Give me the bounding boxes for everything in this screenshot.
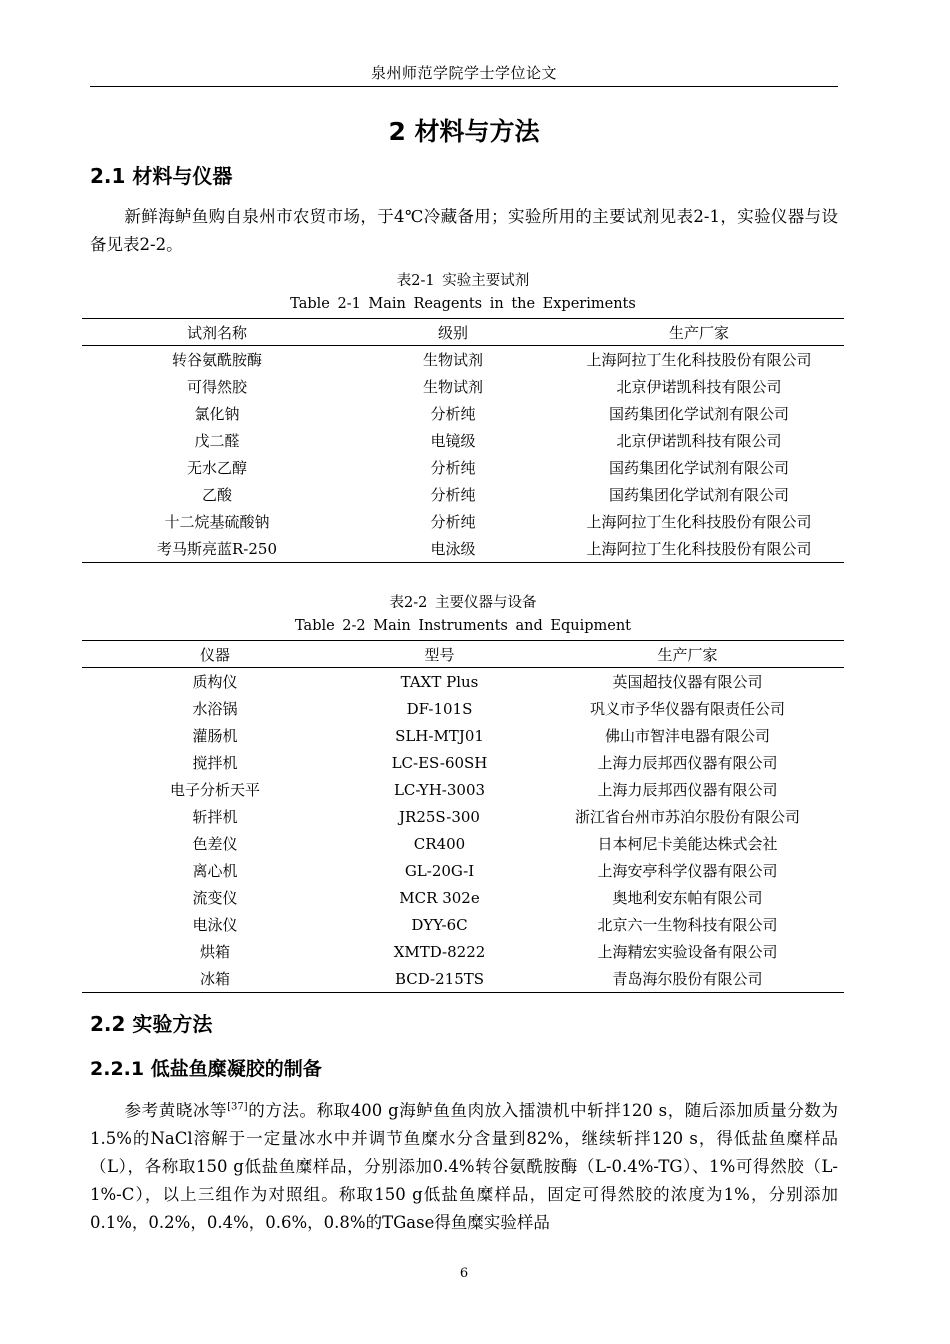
table-cell: 电泳级 bbox=[352, 535, 554, 563]
table-cell: 考马斯亮蓝R-250 bbox=[82, 535, 352, 563]
table-cell: 生物试剂 bbox=[422, 351, 483, 369]
table-2-2-instruments bbox=[82, 640, 844, 993]
table-cell: 十二烷基硫酸钠 bbox=[164, 513, 270, 531]
table-cell: SLH-MTJ01 bbox=[395, 726, 484, 745]
table-header-row bbox=[82, 641, 844, 668]
table-row bbox=[82, 695, 844, 722]
table-row bbox=[82, 776, 844, 803]
paragraph-text-rest: 的方法。称取400 g海鲈鱼鱼肉放入擂溃机中斩拌120 s，随后添加质量分数为1.5%的NaCl溶解于一定量冰水中并调节鱼糜水分含量到82%，继续斩拌120 s，得低盐鱼糜样品（L），各称取150 g低盐鱼糜样品，分别添加0.4%转谷氨酰胺酶（L-0.4%-TG）、1%可得然胶（L-1%-C），以上三组作为对照组。称取150 g低盐鱼糜样品，固定可得然胶的浓度为1%，分别添加0.1%，0.2%，0.4%，0.6%，0.8%的TGase得鱼糜实验样品 bbox=[90, 1101, 838, 1232]
table-cell: 日本柯尼卡美能达株式会社 bbox=[597, 835, 778, 853]
table-cell: 无水乙醇 bbox=[186, 459, 247, 477]
table-row bbox=[82, 749, 844, 776]
table-cell: LC-YH-3003 bbox=[393, 780, 486, 799]
table-cell: 上海阿拉丁生化科技股份有限公司 bbox=[586, 351, 812, 369]
table-cell: 灌肠机 bbox=[192, 727, 238, 745]
column-header: 型号 bbox=[348, 641, 531, 668]
table-2-1-caption-cn: 表2-1 实验主要试剂 bbox=[396, 273, 530, 289]
table-row bbox=[82, 965, 844, 993]
table-cell: 水浴锅 bbox=[192, 700, 238, 718]
table-cell: 国药集团化学试剂有限公司 bbox=[608, 405, 789, 423]
table-cell: LC-ES-60SH bbox=[391, 753, 488, 772]
table-row bbox=[82, 911, 844, 938]
section-heading-2-2: 2.2 实验方法 bbox=[90, 1012, 213, 1036]
table-cell: 青岛海尔股份有限公司 bbox=[531, 965, 844, 993]
table-cell: 分析纯 bbox=[430, 486, 476, 504]
table-row bbox=[82, 427, 844, 454]
table-cell: JR25S-300 bbox=[399, 807, 480, 826]
table-cell: 上海阿拉丁生化科技股份有限公司 bbox=[586, 513, 812, 531]
table-cell: 国药集团化学试剂有限公司 bbox=[608, 486, 789, 504]
table-cell: 戊二醛 bbox=[194, 432, 240, 450]
table-cell: 质构仪 bbox=[192, 673, 238, 691]
column-header: 生产厂家 bbox=[531, 641, 844, 668]
table-row bbox=[82, 346, 844, 374]
table-row bbox=[82, 884, 844, 911]
table-row bbox=[82, 803, 844, 830]
table-cell: 分析纯 bbox=[430, 513, 476, 531]
table-cell: 浙江省台州市苏泊尔股份有限公司 bbox=[574, 808, 800, 826]
table-2-2-caption-cn: 表2-2 主要仪器与设备 bbox=[389, 595, 537, 611]
table-cell: 奥地利安东帕有限公司 bbox=[612, 889, 763, 907]
table-cell: DF-101S bbox=[406, 699, 473, 718]
table-cell: GL-20G-I bbox=[404, 861, 475, 880]
section-2-1-text: 新鲜海鲈鱼购自泉州市农贸市场，于4℃冷藏备用；实验所用的主要试剂见表2-1，实验仪器与设备见表2-2。 bbox=[90, 207, 838, 254]
table-cell: BCD-215TS bbox=[348, 965, 531, 993]
table-cell: 生物试剂 bbox=[422, 378, 483, 396]
section-2-1-paragraph bbox=[90, 203, 838, 259]
table-cell: 佛山市智沣电器有限公司 bbox=[604, 727, 770, 745]
table-row bbox=[82, 535, 844, 563]
table-2-2-caption-en: Table 2-2 Main Instruments and Equipment bbox=[295, 618, 631, 634]
subsection-heading-2-2-1: 2.2.1 低盐鱼糜凝胶的制备 bbox=[90, 1058, 322, 1080]
column-header: 级别 bbox=[352, 319, 554, 346]
table-cell: XMTD-8222 bbox=[393, 942, 486, 961]
table-cell: CR400 bbox=[413, 834, 466, 853]
column-header: 生产厂家 bbox=[554, 319, 844, 346]
table-cell: 分析纯 bbox=[430, 459, 476, 477]
table-cell: 北京伊诺凯科技有限公司 bbox=[616, 378, 782, 396]
table-row bbox=[82, 938, 844, 965]
table-cell: 国药集团化学试剂有限公司 bbox=[608, 459, 789, 477]
table-row bbox=[82, 400, 844, 427]
table-header-row bbox=[82, 319, 844, 346]
table-cell: 转谷氨酰胺酶 bbox=[171, 351, 262, 369]
table-cell: 离心机 bbox=[192, 862, 238, 880]
table-cell: 电镜级 bbox=[430, 432, 476, 450]
table-row bbox=[82, 830, 844, 857]
table-cell: 上海力辰邦西仪器有限公司 bbox=[597, 754, 778, 772]
table-row bbox=[82, 373, 844, 400]
table-row bbox=[82, 508, 844, 535]
table-cell: 乙酸 bbox=[201, 486, 232, 504]
citation-reference: [37] bbox=[227, 1101, 248, 1113]
header-divider bbox=[90, 86, 838, 87]
table-cell: 英国超技仪器有限公司 bbox=[612, 673, 763, 691]
table-row bbox=[82, 668, 844, 696]
table-cell: 上海阿拉丁生化科技股份有限公司 bbox=[554, 535, 844, 563]
table-cell: TAXT Plus bbox=[400, 672, 479, 691]
table-cell: 巩义市予华仪器有限责任公司 bbox=[589, 700, 785, 718]
table-cell: 北京伊诺凯科技有限公司 bbox=[616, 432, 782, 450]
table-row bbox=[82, 481, 844, 508]
running-header: 泉州师范学院学士学位论文 bbox=[370, 64, 557, 82]
table-cell: 电子分析天平 bbox=[169, 781, 260, 799]
table-cell: 上海精宏实验设备有限公司 bbox=[597, 943, 778, 961]
table-cell: 北京六一生物科技有限公司 bbox=[597, 916, 778, 934]
table-cell: 上海安亭科学仪器有限公司 bbox=[597, 862, 778, 880]
table-cell: 流变仪 bbox=[192, 889, 238, 907]
chapter-title: 2 材料与方法 bbox=[388, 117, 540, 146]
table-cell: 烘箱 bbox=[199, 943, 230, 961]
section-heading-2-1: 2.1 材料与仪器 bbox=[90, 164, 233, 188]
table-row bbox=[82, 857, 844, 884]
table-cell: 可得然胶 bbox=[186, 378, 247, 396]
table-cell: 冰箱 bbox=[82, 965, 348, 993]
page-number: 6 bbox=[459, 1266, 469, 1281]
table-cell: 斩拌机 bbox=[192, 808, 238, 826]
section-2-2-1-paragraph bbox=[90, 1097, 838, 1237]
table-cell: 分析纯 bbox=[430, 405, 476, 423]
table-cell: MCR 302e bbox=[399, 888, 480, 907]
table-cell: DYY-6C bbox=[411, 915, 468, 934]
table-row bbox=[82, 454, 844, 481]
table-cell: 上海力辰邦西仪器有限公司 bbox=[597, 781, 778, 799]
paragraph-text-start: 参考黄晓冰等 bbox=[124, 1101, 228, 1120]
table-cell: 色差仪 bbox=[192, 835, 238, 853]
table-2-1-reagents bbox=[82, 318, 844, 563]
table-cell: 氯化钠 bbox=[194, 405, 240, 423]
column-header: 试剂名称 bbox=[82, 319, 352, 346]
table-row bbox=[82, 722, 844, 749]
column-header: 仪器 bbox=[82, 641, 348, 668]
table-2-1-caption-en: Table 2-1 Main Reagents in the Experiments bbox=[290, 296, 636, 312]
table-cell: 搅拌机 bbox=[192, 754, 238, 772]
table-cell: 电泳仪 bbox=[192, 916, 238, 934]
